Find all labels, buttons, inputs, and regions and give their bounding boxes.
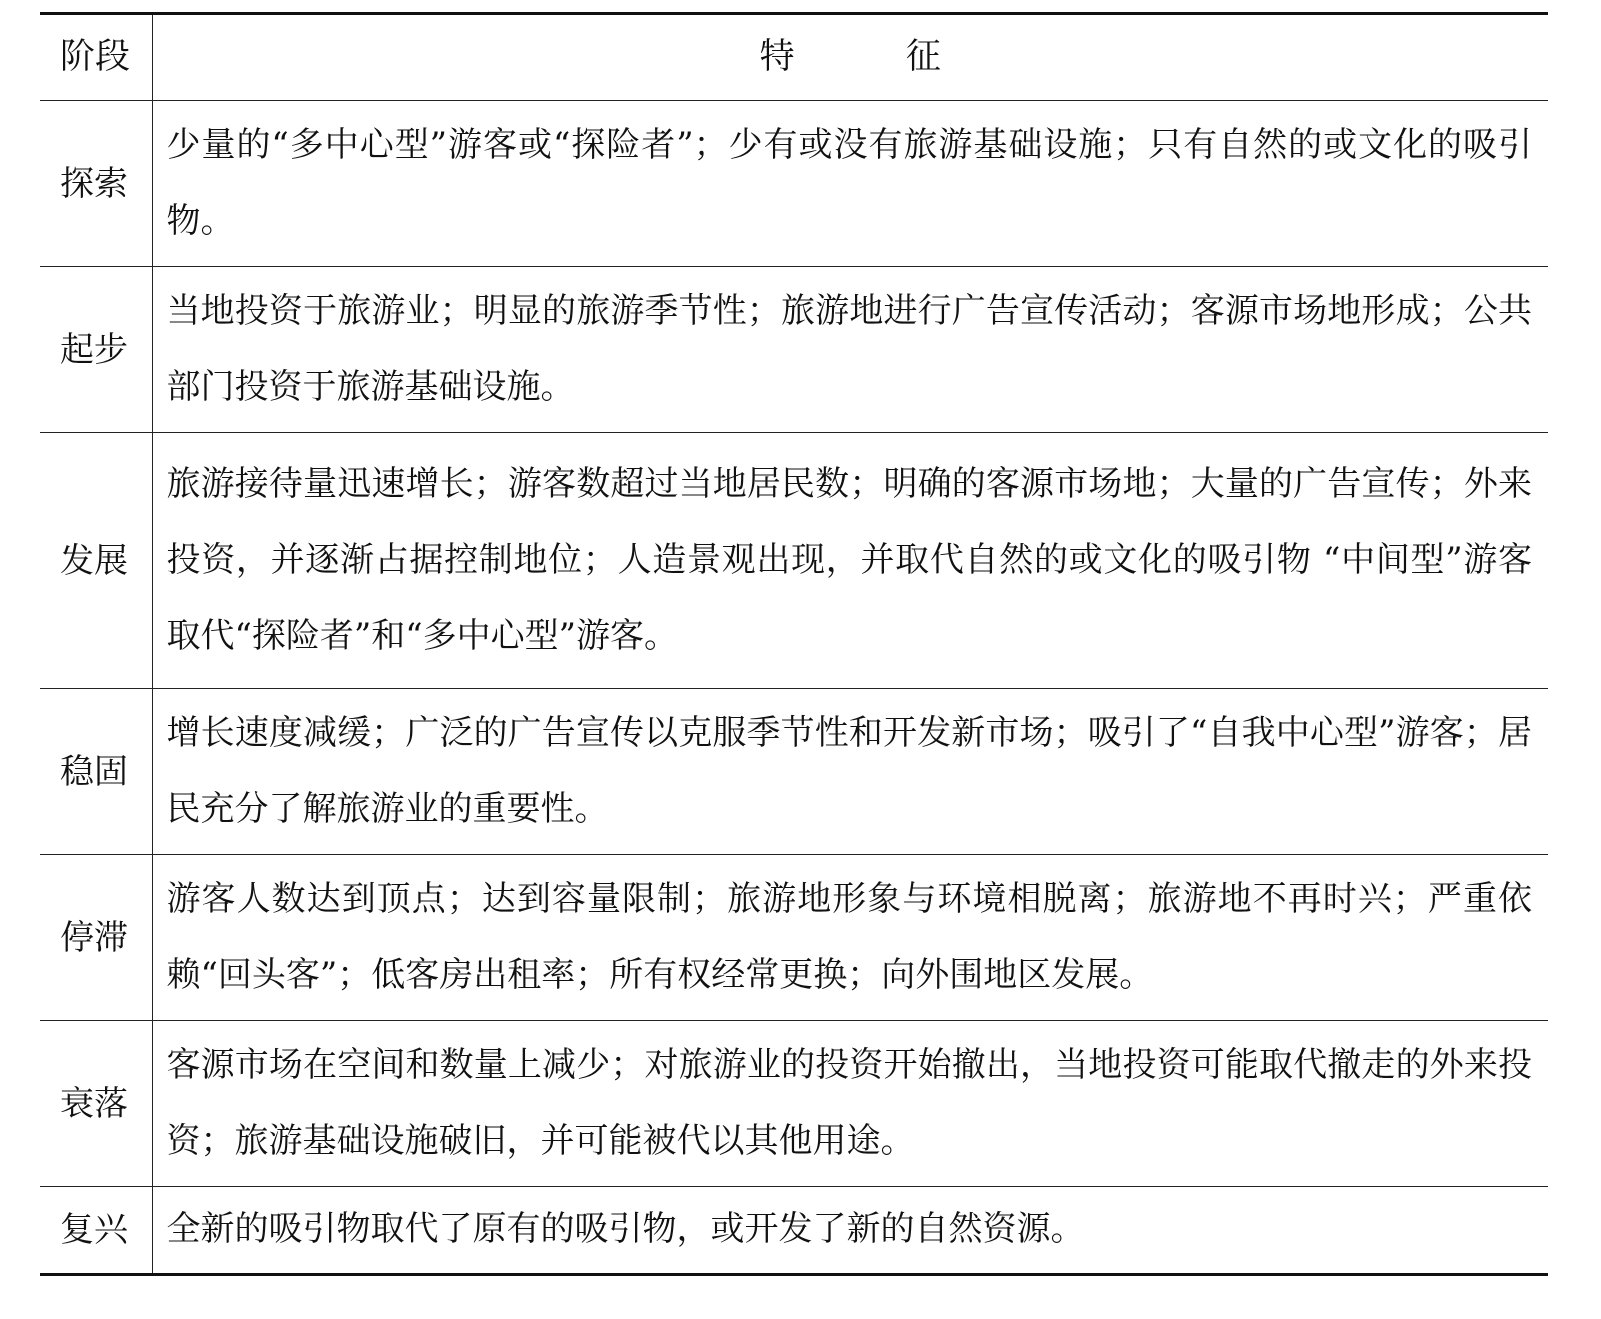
table-row — [40, 1021, 1548, 1187]
table-row — [40, 267, 1548, 433]
table-row — [40, 855, 1548, 1021]
stage-cell: 探索 — [40, 101, 152, 267]
header-stage: 阶段 — [40, 14, 152, 101]
header-feature — [152, 14, 1548, 101]
table-row — [40, 689, 1548, 855]
feature-cell: 旅游接待量迅速增长；游客数超过当地居民数；明确的客源市场地；大量的广告宣传；外来投资，并逐渐占据控制地位；人造景观出现，并取代自然的或文化的吸引物 “中间型”游客取代“探险者”和“多中心型”游客。 — [152, 433, 1548, 689]
stage-cell: 稳固 — [40, 689, 152, 855]
feature-cell: 全新的吸引物取代了原有的吸引物，或开发了新的自然资源。 — [152, 1187, 1548, 1275]
feature-cell: 游客人数达到顶点；达到容量限制；旅游地形象与环境相脱离；旅游地不再时兴；严重依赖“回头客”；低客房出租率；所有权经常更换；向外围地区发展。 — [152, 855, 1548, 1021]
stage-cell: 发展 — [40, 433, 152, 689]
stage-cell: 停滞 — [40, 855, 152, 1021]
feature-cell: 当地投资于旅游业；明显的旅游季节性；旅游地进行广告宣传活动；客源市场地形成；公共部门投资于旅游基础设施。 — [152, 267, 1548, 433]
stage-cell: 起步 — [40, 267, 152, 433]
table-header-row — [40, 14, 1548, 101]
stage-cell: 衰落 — [40, 1021, 152, 1187]
table-row — [40, 1187, 1548, 1275]
tourism-lifecycle-table — [40, 12, 1548, 1276]
feature-cell: 少量的“多中心型”游客或“探险者”；少有或没有旅游基础设施；只有自然的或文化的吸引物。 — [152, 101, 1548, 267]
feature-cell: 客源市场在空间和数量上减少；对旅游业的投资开始撤出，当地投资可能取代撤走的外来投资；旅游基础设施破旧，并可能被代以其他用途。 — [152, 1021, 1548, 1187]
feature-cell: 增长速度减缓；广泛的广告宣传以克服季节性和开发新市场；吸引了“自我中心型”游客；居民充分了解旅游业的重要性。 — [152, 689, 1548, 855]
stage-cell: 复兴 — [40, 1187, 152, 1275]
lifecycle-table-container — [40, 12, 1548, 1276]
table-row — [40, 433, 1548, 689]
table-row — [40, 101, 1548, 267]
header-feature-label: 特 征 — [759, 37, 941, 77]
